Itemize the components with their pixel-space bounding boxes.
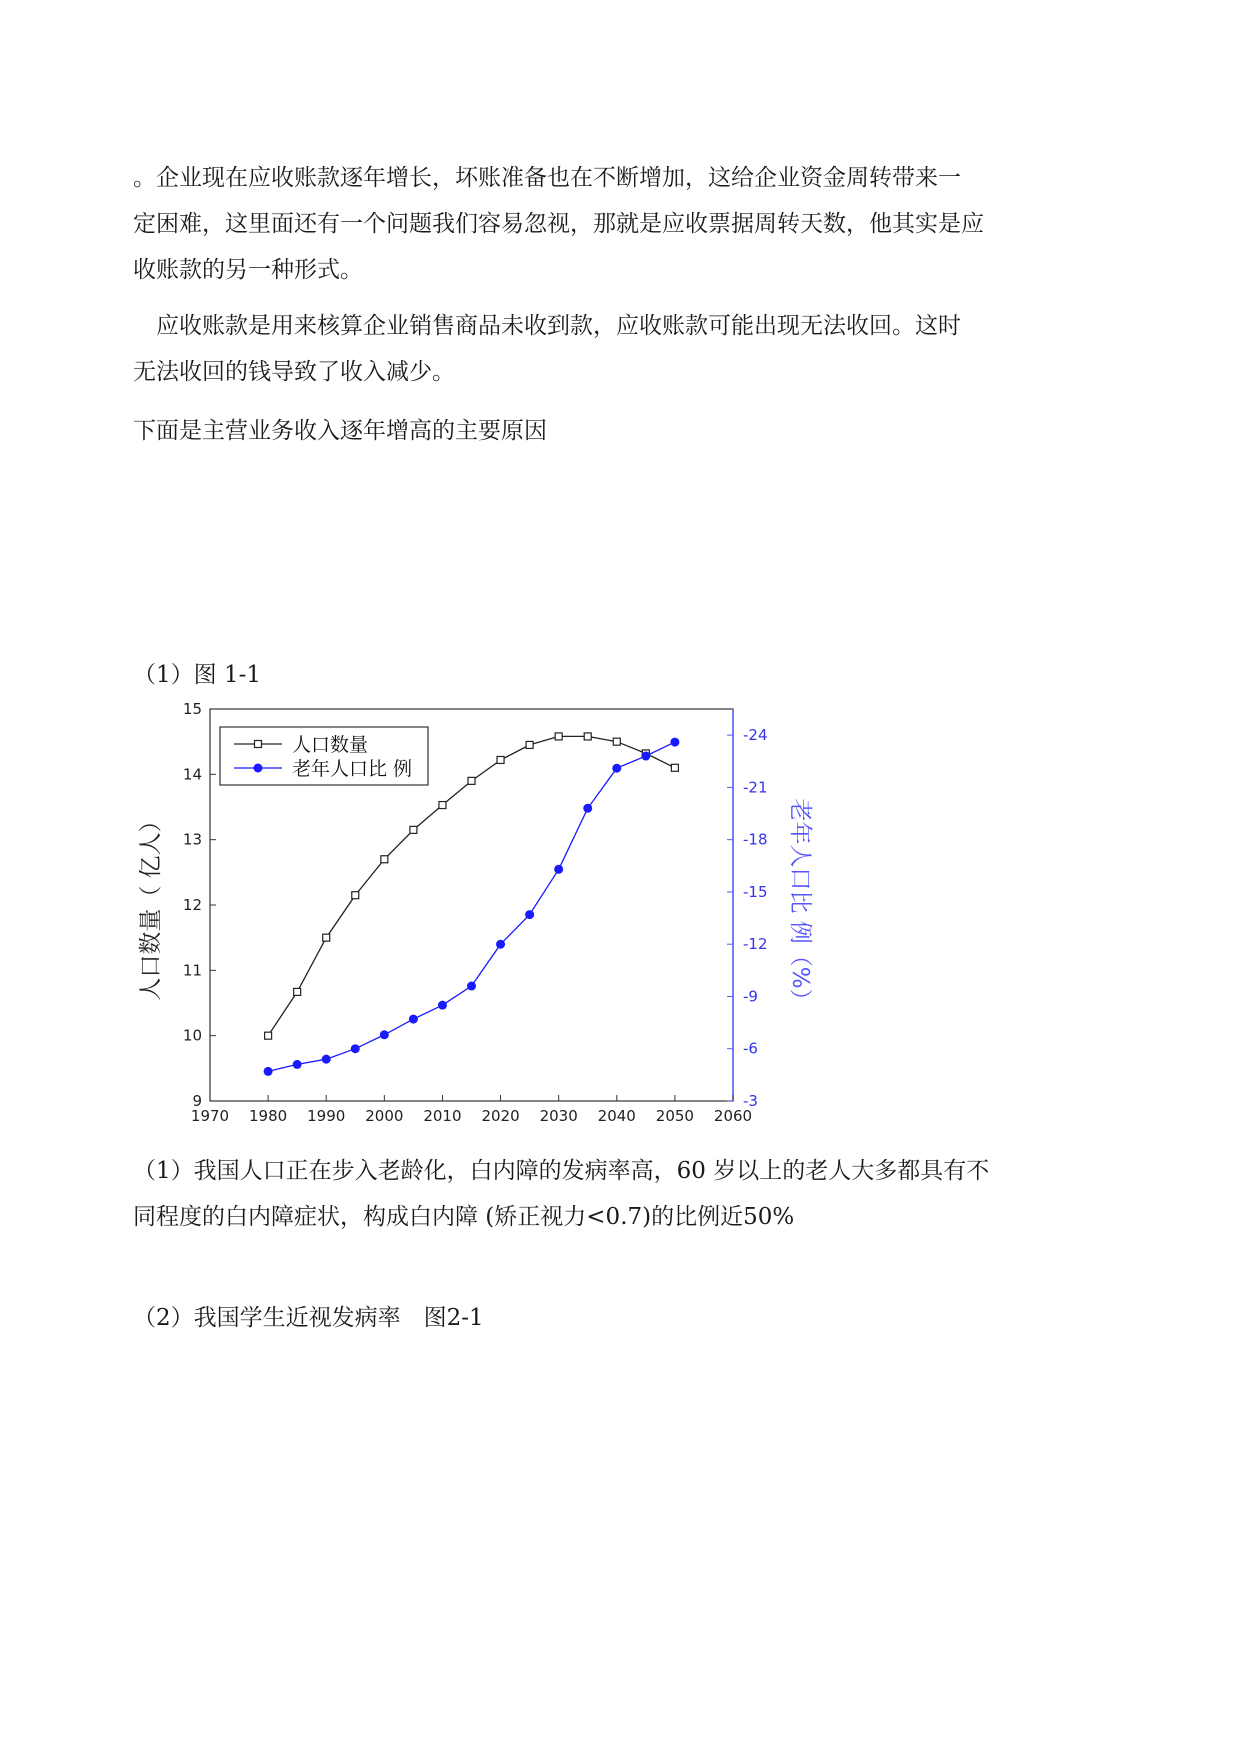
y2-tick-label: -21 [743, 778, 768, 797]
y2-axis-label: 老年人口比 例（%） [787, 798, 813, 1012]
data-point-1 [670, 738, 679, 747]
y-tick-label: 10 [182, 1026, 202, 1045]
text-line: 定困难，这里面还有一个问题我们容易忽视，那就是应收票据周转天数，他其实是应 [133, 211, 984, 237]
data-point-0 [555, 733, 562, 740]
data-point-0 [381, 856, 388, 863]
data-point-0 [410, 826, 417, 833]
data-point-1 [322, 1055, 331, 1064]
y2-tick-label: -6 [743, 1039, 758, 1058]
data-point-0 [468, 777, 475, 784]
y-tick-label: 11 [182, 961, 202, 980]
text-line: 收账款的另一种形式。 [133, 257, 363, 283]
data-point-0 [584, 733, 591, 740]
text-line: 同程度的白内障症状，构成白内障 (矫正视力<0.7)的比例近50% [133, 1204, 795, 1230]
data-point-0 [526, 741, 533, 748]
legend-label-1: 老年人口比 例 [292, 758, 413, 780]
text-line: （2）我国学生近视发病率 图2-1 [133, 1305, 484, 1331]
text-line: 下面是主营业务收入逐年增高的主要原因 [133, 418, 547, 444]
data-point-0 [613, 738, 620, 745]
data-point-0 [497, 756, 504, 763]
data-point-1 [583, 804, 592, 813]
paragraph-receivables [133, 155, 1063, 293]
data-point-1 [380, 1030, 389, 1039]
text-line: 无法收回的钱导致了收入减少。 [133, 359, 455, 385]
section-caption-myopia [133, 1295, 1063, 1341]
paragraph-uncollectible [133, 303, 1063, 395]
data-point-1 [351, 1044, 360, 1053]
paragraph-cataract [133, 1148, 1063, 1240]
data-point-1 [612, 764, 621, 773]
text-line: （1）图 1-1 [133, 662, 261, 688]
paragraph-reasons-heading [133, 408, 1063, 454]
x-tick-label: 2000 [365, 1107, 404, 1125]
x-tick-label: 1980 [249, 1107, 288, 1125]
series-line-1 [268, 742, 675, 1071]
y-tick-label: 14 [182, 765, 202, 784]
data-point-0 [671, 764, 678, 771]
data-point-0 [294, 988, 301, 995]
y2-tick-label: -15 [743, 882, 768, 901]
data-point-1 [525, 910, 534, 919]
x-tick-label: 2040 [597, 1107, 636, 1125]
data-point-1 [438, 1001, 447, 1010]
data-point-0 [265, 1032, 272, 1039]
data-point-1 [554, 865, 563, 874]
population-aging-chart [130, 688, 813, 1140]
x-tick-label: 1990 [307, 1107, 346, 1125]
legend-marker-0 [255, 741, 262, 748]
y2-tick-label: -18 [743, 830, 768, 849]
text-line: 。企业现在应收账款逐年增长，坏账准备也在不断增加，这给企业资金周转带来一 [133, 165, 961, 191]
x-tick-label: 2010 [423, 1107, 462, 1125]
y-tick-label: 12 [182, 896, 202, 914]
x-tick-label: 2050 [655, 1107, 694, 1125]
y-tick-label: 15 [182, 700, 202, 718]
y2-tick-label: -9 [743, 987, 758, 1006]
y-tick-label: 9 [192, 1092, 202, 1110]
y2-tick-label: -3 [743, 1092, 758, 1110]
x-tick-label: 2030 [539, 1107, 578, 1125]
legend-label-0: 人口数量 [292, 734, 369, 756]
data-point-1 [409, 1015, 418, 1024]
data-point-1 [496, 940, 505, 949]
y-axis-label: 人口数量（ 亿人） [138, 809, 164, 1001]
data-point-1 [467, 982, 476, 991]
data-point-0 [439, 802, 446, 809]
text-line: 应收账款是用来核算企业销售商品未收到款，应收账款可能出现无法收回。这时 [133, 313, 961, 339]
legend-marker-1 [254, 764, 263, 773]
x-tick-label: 2060 [713, 1107, 753, 1125]
data-point-1 [641, 752, 650, 761]
text-line: （1）我国人口正在步入老龄化，白内障的发病率高，60 岁以上的老人大多都具有不 [133, 1158, 990, 1184]
data-point-0 [352, 892, 359, 899]
y2-tick-label: -12 [743, 935, 768, 954]
data-point-0 [323, 934, 330, 941]
x-tick-label: 1970 [190, 1107, 230, 1125]
data-point-1 [264, 1067, 273, 1076]
x-tick-label: 2020 [481, 1107, 520, 1125]
y-tick-label: 13 [182, 830, 202, 849]
y2-tick-label: -24 [743, 726, 768, 745]
data-point-1 [293, 1060, 302, 1069]
